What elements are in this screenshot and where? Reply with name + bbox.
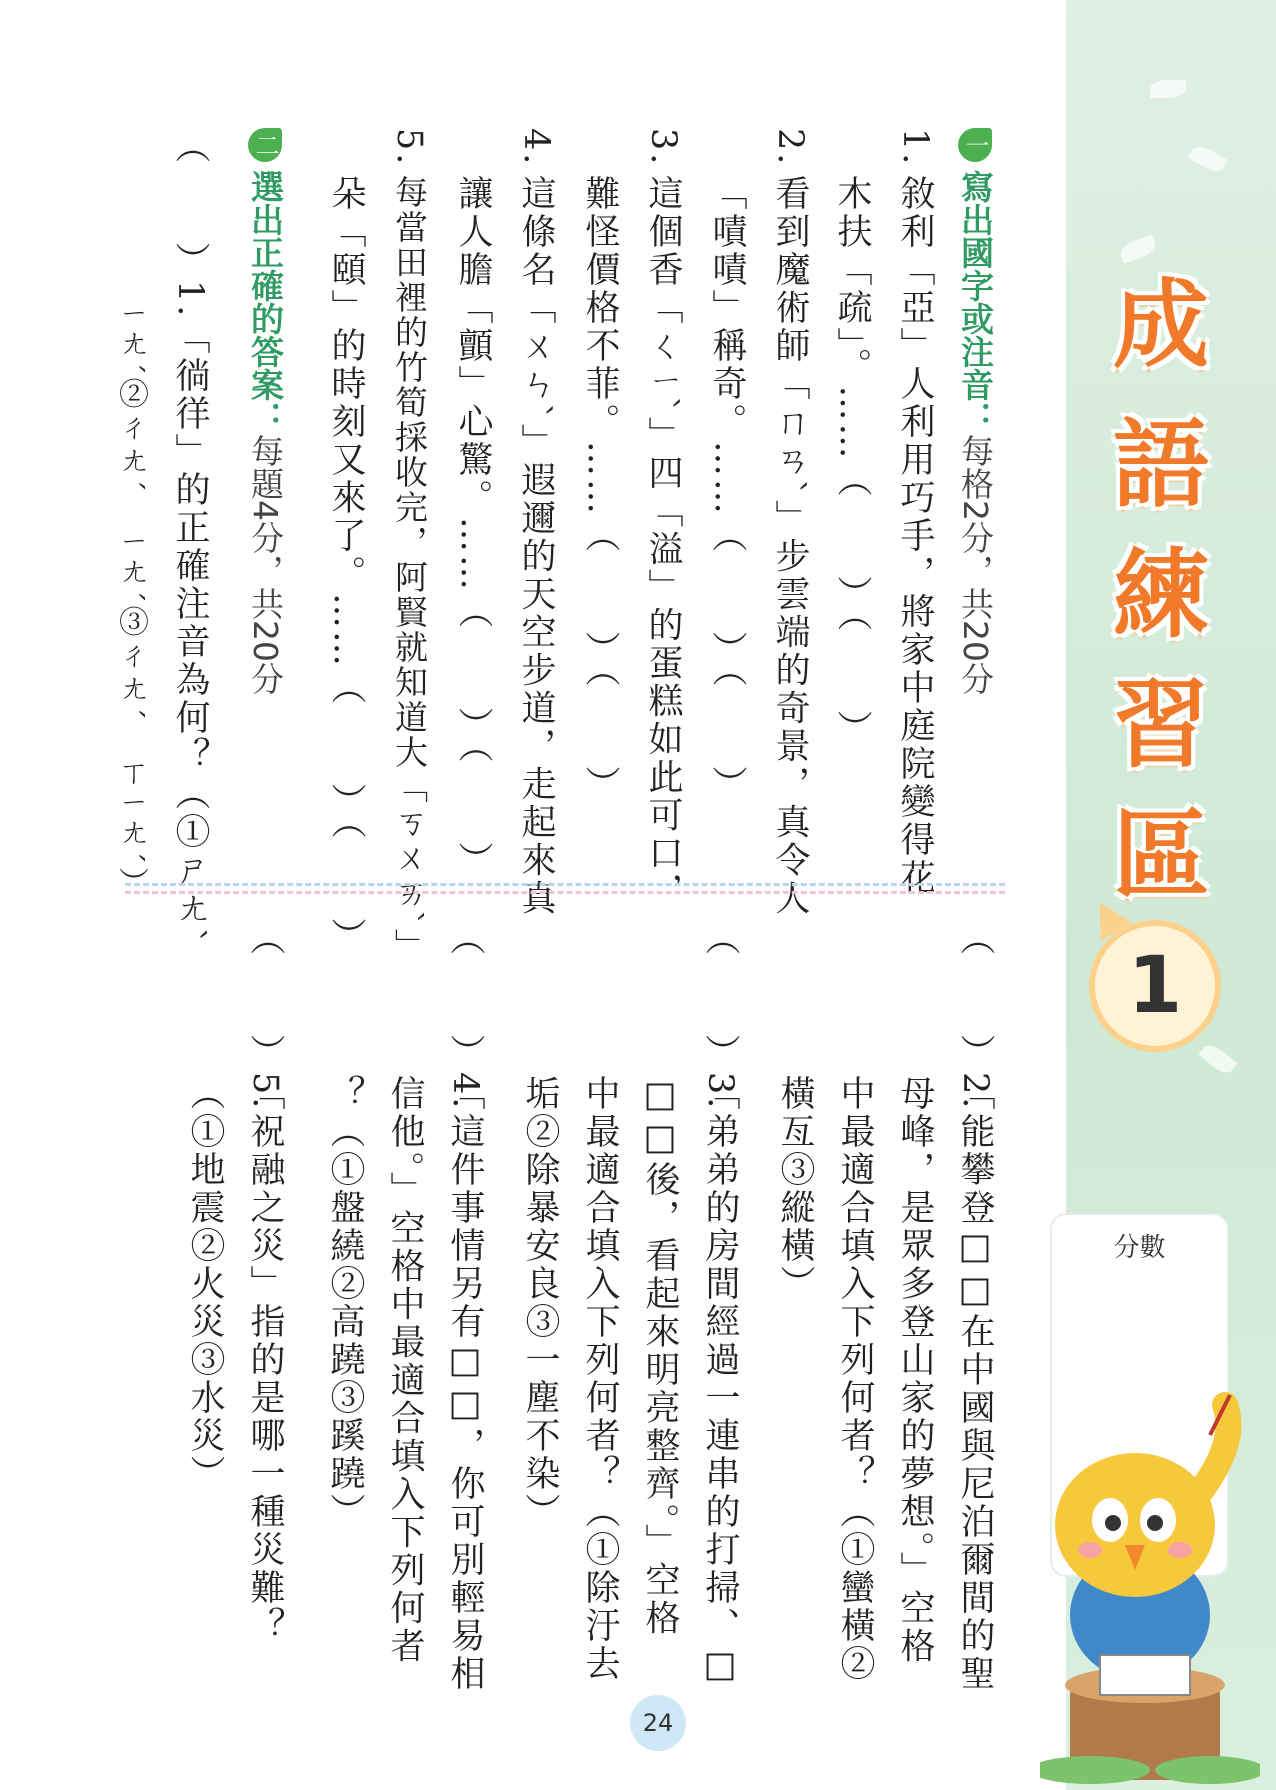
answer-bracket[interactable]: （ ）5. — [245, 920, 285, 1112]
title-char: 成 — [1113, 269, 1209, 381]
question-text: 這條名「ㄨㄣˋ」遐邇的天空步道，走起來真 — [516, 175, 556, 918]
lesson-number-badge: 1 — [1089, 920, 1221, 1052]
question-text: 每當田裡的竹筍採收完，阿賢就知道大「ㄎㄨㄞˋ」 — [390, 175, 429, 964]
question-number: 3. — [643, 128, 683, 168]
title-char: 習 — [1113, 669, 1209, 781]
question-text[interactable]: 朵「頤」的時刻又來了。……（ ）（ ） — [326, 175, 366, 956]
page-number: 24 — [630, 1695, 686, 1751]
question-text: □□後，看起來明亮整齊。」空格 — [640, 1075, 680, 1638]
section-title: 選出正確的答案： — [246, 170, 285, 434]
question-number: 5. — [389, 128, 429, 168]
answer-bracket[interactable]: （ ）2. — [955, 920, 995, 1112]
question-number: 2. — [770, 128, 810, 168]
section-score: 每格2分，共20分 — [956, 434, 995, 695]
section-heading-1 — [955, 128, 995, 695]
section-divider — [125, 883, 1005, 886]
leaf-section-icon: 一 — [958, 128, 992, 162]
question-text: 垢②除暴安良③一塵不染） — [520, 1075, 560, 1531]
question-text: 信他。」空格中最適合填入下列何者 — [385, 1075, 425, 1666]
question-text: ？（①盤繞②高蹺③蹊蹺） — [325, 1075, 365, 1531]
question-text: 中最適合填入下列何者？（①除汙去 — [580, 1075, 620, 1683]
question-text: 敘利「亞」人利用巧手，將家中庭院變得花 — [895, 175, 935, 897]
answer-bracket[interactable]: （ ）4. — [445, 920, 485, 1112]
question-text: 「這件事情另有□□，你可別輕易相 — [445, 1075, 485, 1693]
bird-mascot-illustration — [1040, 1385, 1260, 1785]
leaf-decoration — [1150, 80, 1186, 98]
title-char: 區 — [1113, 799, 1209, 911]
title-char: 語 — [1113, 409, 1209, 521]
question-text[interactable]: （ ）1.「徜徉」的正確注音為何？（①ㄕㄤˋ — [170, 128, 210, 948]
leaf-section-icon: 二 — [248, 128, 282, 162]
question-text: 這個香「ㄑㄧˋ」四「溢」的蛋糕如此可口， — [643, 175, 683, 911]
question-text: ㄧㄤˊ②ㄔㄤˊ ㄧㄤˊ③ㄔㄤˊ ㄒㄧㄤˊ） — [113, 300, 148, 900]
question-text[interactable]: 難怪價格不菲。……（ ）（ ） — [580, 175, 620, 804]
question-text: 中最適合填入下列何者？（①蠻橫② — [835, 1075, 875, 1683]
question-text: 看到魔術師「ㄇㄢˋ」步雲端的奇景，真令人 — [770, 175, 810, 918]
question-text: 橫亙③縱橫） — [775, 1075, 815, 1303]
question-text[interactable]: 讓人膽「顫」心驚。……（ ）（ ） — [453, 175, 493, 880]
section-title: 寫出國字或注音： — [956, 170, 995, 434]
question-text[interactable]: 「嘖嘖」稱奇。……（ ）（ ） — [707, 175, 747, 804]
question-text[interactable]: 木扶「疏」。……（ ）（ ） — [832, 175, 872, 748]
question-text: 「弟弟的房間經過一連串的打掃、□ — [700, 1075, 740, 1688]
answer-bracket[interactable]: （ ）3. — [700, 920, 740, 1112]
section-divider — [125, 891, 1005, 894]
score-label: 分數 — [1113, 1233, 1166, 1263]
title-char: 練 — [1113, 539, 1209, 651]
question-text: 「能攀登□□在中國與尼泊爾間的聖 — [955, 1075, 995, 1693]
question-text: 母峰，是眾多登山家的夢想。」空格 — [895, 1075, 935, 1666]
question-text: 「祝融之災」指的是哪一種災難？ — [245, 1075, 285, 1645]
question-number: 4. — [516, 128, 556, 168]
section-score: 每題4分，共20分 — [246, 434, 285, 695]
question-number: 1. — [895, 128, 935, 168]
section-heading-2 — [245, 128, 285, 695]
question-text: （①地震②火災③水災） — [185, 1075, 225, 1493]
